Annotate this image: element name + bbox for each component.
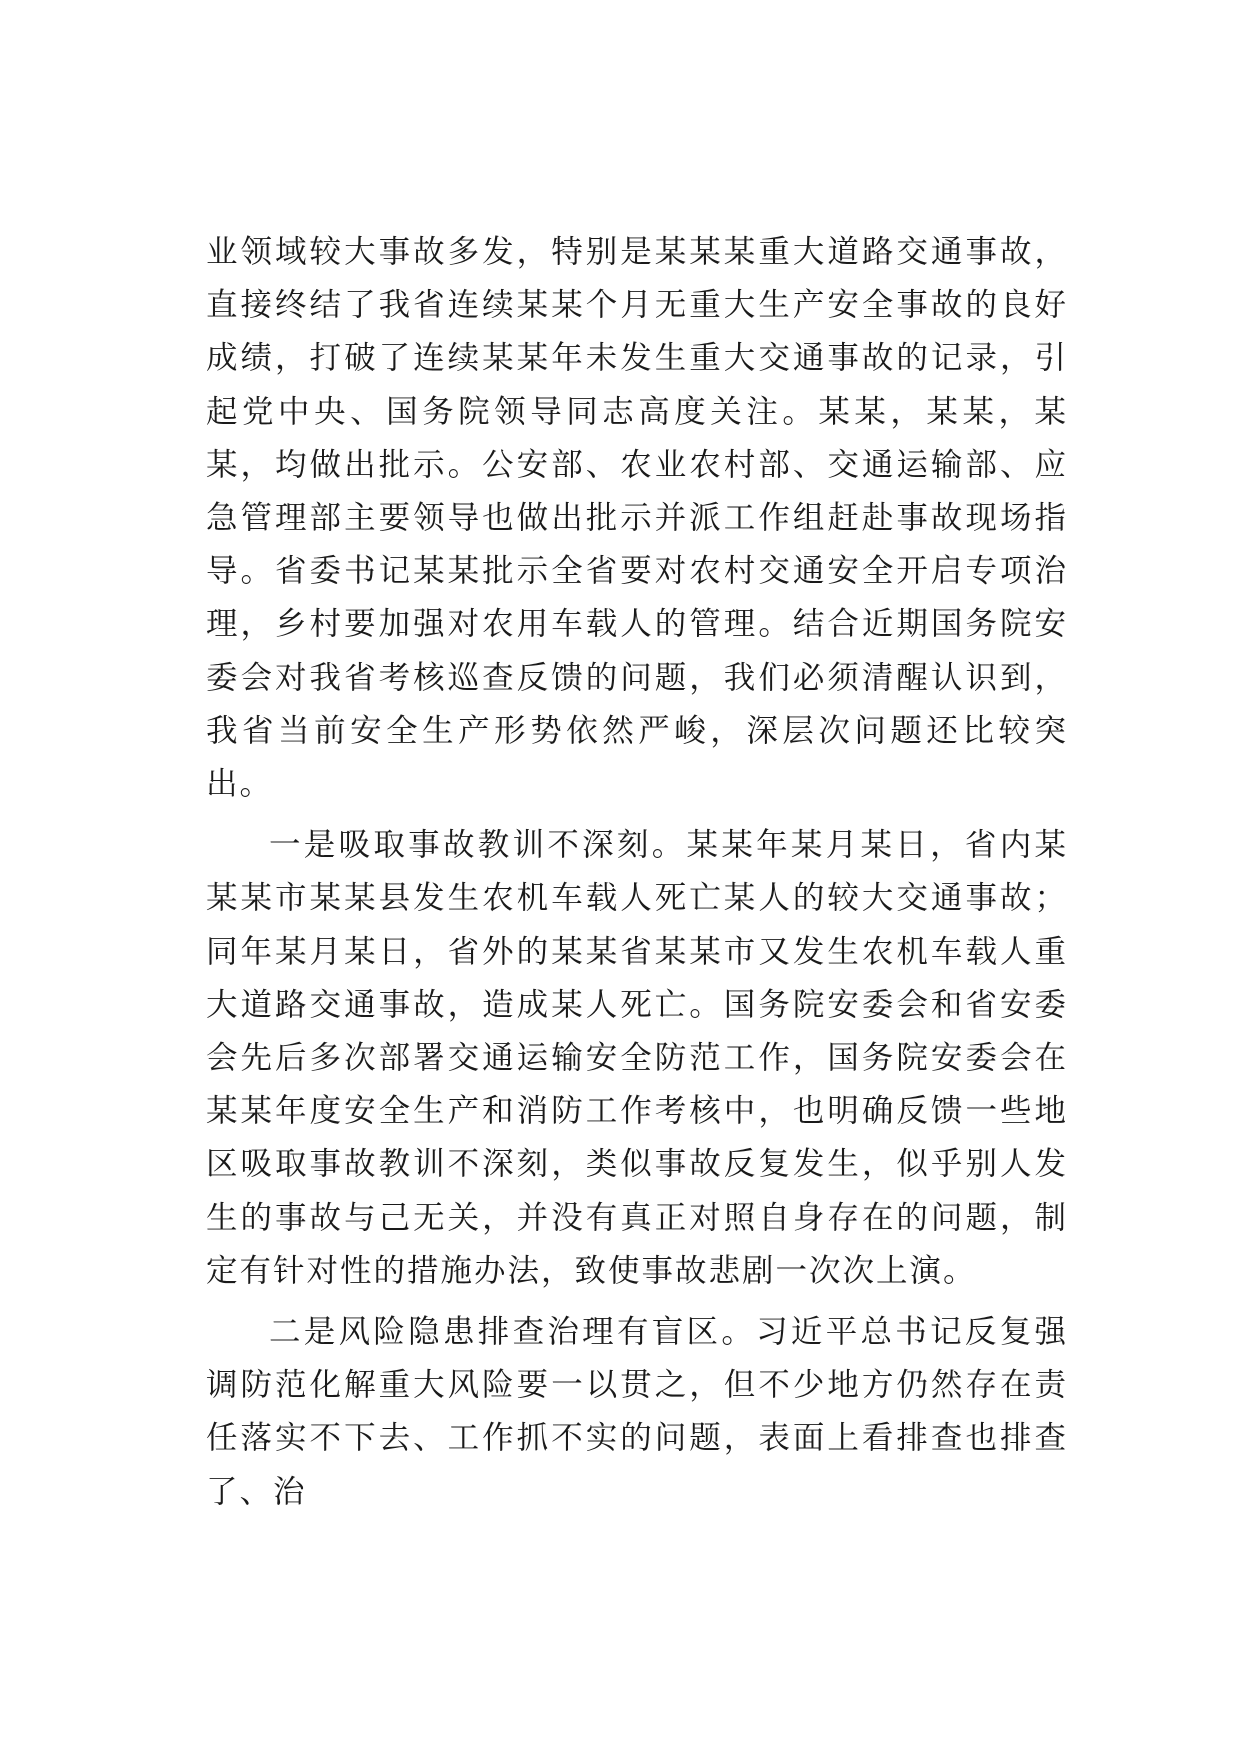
paragraph-continuation: 业领域较大事故多发，特别是某某某重大道路交通事故，直接终结了我省连续某某个月无重大生产安全事故的良好成绩，打破了连续某某年未发生重大交通事故的记录，引起党中央、国务院领导同志高度关注。某某，某某，某某，均做出批示。公安部、农业农村部、交通运输部、应急管理部主要领导也做出批示并派工作组赶赴事故现场指导。省委书记某某批示全省要对农村交通安全开启专项治理，乡村要加强对农用车载人的管理。结合近期国务院安委会对我省考核巡查反馈的问题，我们必须清醒认识到，我省当前安全生产形势依然严峻，深层次问题还比较突出。 [206,234,1068,803]
document-body [206,226,1068,1527]
paragraph-risk-blind-spots: 二是风险隐患排查治理有盲区。习近平总书记反复强调防范化解重大风险要一以贯之，但不少地方仍然存在责任落实不下去、工作抓不实的问题，表面上看排查也排查了、治 [206,1314,1068,1510]
paragraph-lesson-not-learned: 一是吸取事故教训不深刻。某某年某月某日，省内某某某市某某县发生农机车载人死亡某人的较大交通事故；同年某月某日，省外的某某省某某市又发生农机车载人重大道路交通事故，造成某人死亡。国务院安委会和省安委会先后多次部署交通运输安全防范工作，国务院安委会在某某年度安全生产和消防工作考核中，也明确反馈一些地区吸取事故教训不深刻，类似事故反复发生，似乎别人发生的事故与己无关，并没有真正对照自身存在的问题，制定有针对性的措施办法，致使事故悲剧一次次上演。 [206,827,1068,1289]
